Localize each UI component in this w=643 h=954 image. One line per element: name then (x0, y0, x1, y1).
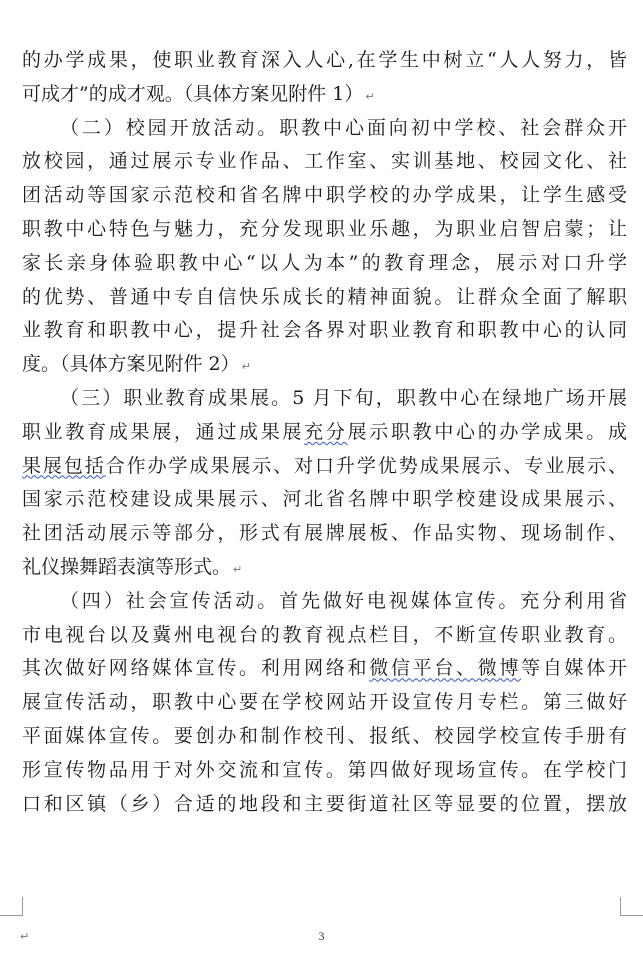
text-line: 放校园，通过展示专业作品、工作室、实训基地、校园文化、社 (22, 150, 627, 173)
text-line: （四）社会宣传活动。首先做好电视媒体宣传。充分利用省 (60, 589, 627, 612)
text-line: 礼仪操舞蹈表演等形式。 ↵ (22, 555, 243, 578)
spellcheck-underline[interactable]: 果展包括 (22, 454, 106, 477)
text-line: 果展包括合作办学成果展示、对口升学优势成果展示、专业展示、 (22, 454, 627, 477)
text-line: 平面媒体宣传。要创办和制作校刊、报纸、校园学校宣传手册有 (22, 724, 627, 747)
paragraph-mark-icon: ↵ (233, 562, 243, 576)
spellcheck-underline[interactable]: 微信平台、微博 (369, 657, 522, 680)
text-line: 国家示范校建设成果展示、河北省名牌中职学校建设成果展示、 (22, 488, 627, 511)
text-line: 家长亲身体验职教中心“以人为本”的教育理念，展示对口升学 (22, 251, 627, 274)
text-line: 职教中心特色与魅力，充分发现职业乐趣，为职业启智启蒙；让 (22, 217, 627, 240)
text-line: 的优势、普通中专自信快乐成长的精神面貌。让群众全面了解职 (22, 285, 627, 308)
text-line: 职业教育成果展，通过成果展充分展示职教中心的办学成果。成 (22, 420, 627, 443)
text-line: 的办学成果，使职业教育深入人心,在学生中树立“人人努力，皆 (22, 49, 627, 71)
document-body (22, 44, 627, 821)
paragraph-mark-icon: ↵ (241, 360, 251, 374)
text-line: 团活动等国家示范校和省名牌中职学校的办学成果，让学生感受 (22, 184, 627, 207)
paragraph-mark-icon: ↵ (20, 930, 30, 943)
spellcheck-underline[interactable]: 充分 (304, 420, 348, 443)
text-line: 业教育和职教中心，提升社会各界对职业教育和职教中心的认同 (22, 319, 627, 342)
text-line: 其次做好网络媒体宣传。利用网络和微信平台、微博等自媒体开 (22, 657, 627, 680)
text-line: （三）职业教育成果展。5 月下旬，职教中心在绿地广场开展 (60, 386, 627, 409)
paragraph-mark-icon: ↵ (365, 89, 375, 103)
page-number: 3 (318, 929, 325, 943)
text-line: 展宣传活动，职教中心要在学校网站开设宣传月专栏。第三做好 (22, 691, 627, 714)
text-line: 社团活动展示等部分，形式有展牌展板、作品实物、现场制作、 (22, 522, 627, 545)
text-line: 形宣传物品用于对外交流和宣传。第四做好现场宣传。在学校门 (22, 758, 627, 781)
text-line: 口和区镇（乡）合适的地段和主要街道社区等显要的位置，摆放 (22, 792, 627, 815)
text-line: 可成才”的成才观。（具体方案见附件 1） ↵ (22, 82, 375, 105)
page-corner-mark-right (620, 897, 643, 916)
text-line: 市电视台以及冀州电视台的教育视点栏目，不断宣传职业教育。 (22, 623, 627, 646)
text-line: 度。（具体方案见附件 2） ↵ (22, 353, 251, 376)
page-corner-mark-left (0, 897, 23, 916)
text-line: （二）校园开放活动。职教中心面向初中学校、社会群众开 (60, 116, 627, 139)
